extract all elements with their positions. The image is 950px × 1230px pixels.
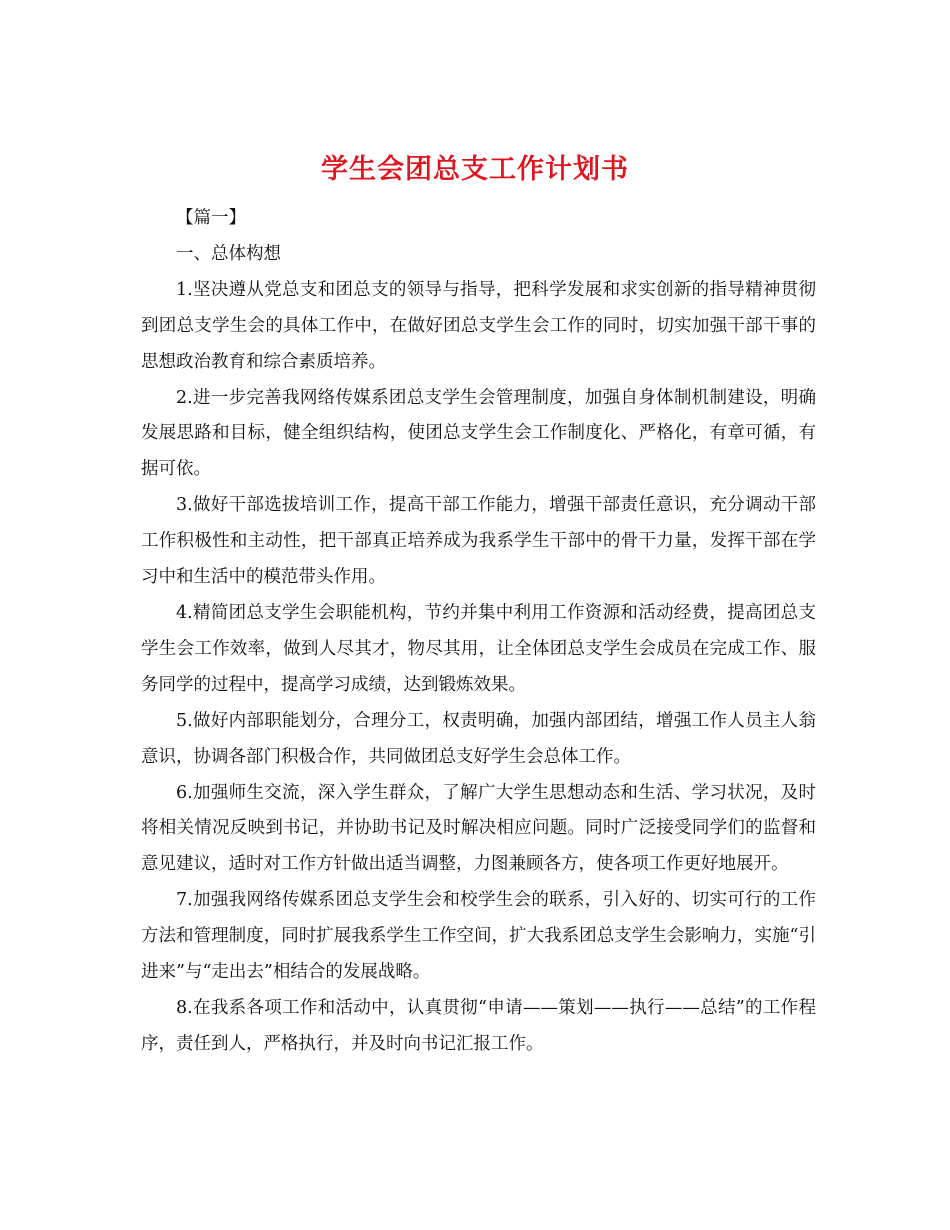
paragraph-7: 7.加强我网络传媒系团总支学生会和校学生会的联系，引入好的、切实可行的工作方法和管理制度，同时扩展我系学生工作空间，扩大我系团总支学生会影响力，实施“引进来”与“走出去”相结合的发展战略。 xyxy=(141,890,816,983)
paragraph-3: 3.做好干部选拔培训工作，提高干部工作能力，增强干部责任意识，充分调动干部工作积极性和主动性，把干部真正培养成为我系学生干部中的骨干力量，发挥干部在学习中和生活中的模范带头作用。 xyxy=(141,495,816,588)
paragraph-4: 4.精简团总支学生会职能机构，节约并集中利用工作资源和活动经费，提高团总支学生会工作效率，做到人尽其才，物尽其用，让全体团总支学生会成员在完成工作、服务同学的过程中，提高学习成绩，达到锻炼效果。 xyxy=(141,602,816,695)
paragraph-2: 2.进一步完善我网络传媒系团总支学生会管理制度，加强自身体制机制建设，明确发展思路和目标，健全组织结构，使团总支学生会工作制度化、严格化，有章可循，有据可依。 xyxy=(141,387,816,480)
paragraph-5: 5.做好内部职能划分，合理分工，权责明确，加强内部团结，增强工作人员主人翁意识，协调各部门积极合作，共同做团总支好学生会总体工作。 xyxy=(141,710,816,767)
section-label: 【篇一】 xyxy=(176,208,246,228)
paragraph-6: 6.加强师生交流，深入学生群众，了解广大学生思想动态和生活、学习状况，及时将相关情况反映到书记，并协助书记及时解决相应问题。同时广泛接受同学们的监督和意见建议，适时对工作方针做出适当调整，力图兼顾各方，使各项工作更好地展开。 xyxy=(141,782,816,875)
document-body xyxy=(141,201,816,1063)
paragraph-1: 1.坚决遵从党总支和团总支的领导与指导，把科学发展和求实创新的指导精神贯彻到团总支学生会的具体工作中，在做好团总支学生会工作的同时，切实加强干部干事的思想政治教育和综合素质培养。 xyxy=(141,279,816,372)
paragraph-8: 8.在我系各项工作和活动中，认真贯彻“申请——策划——执行——总结”的工作程序，责任到人，严格执行，并及时向书记汇报工作。 xyxy=(141,997,816,1054)
document-title: 学生会团总支工作计划书 xyxy=(321,154,629,186)
section-heading: 一、总体构想 xyxy=(176,243,281,264)
